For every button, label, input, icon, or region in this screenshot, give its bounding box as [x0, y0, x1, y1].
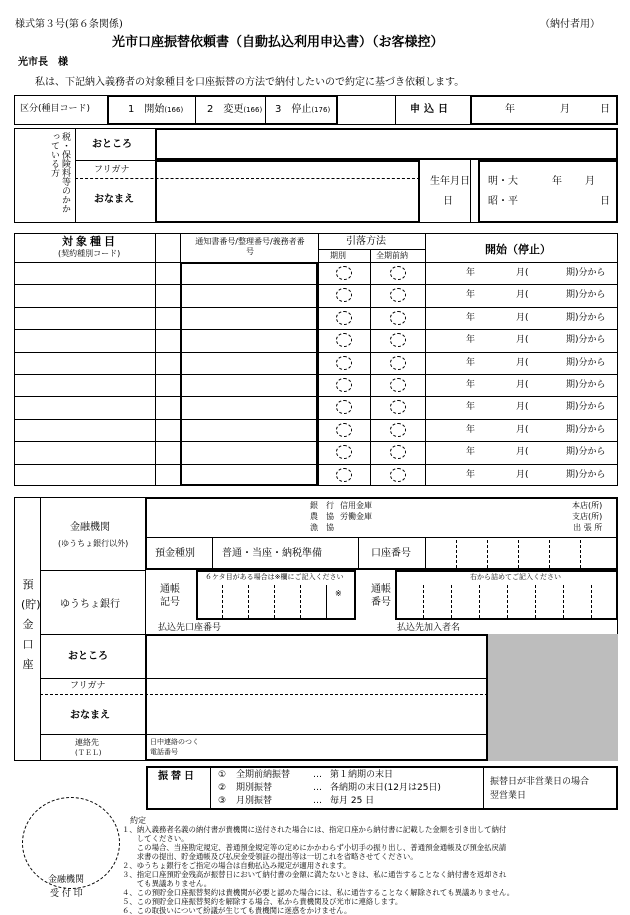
col-method-header: 引落方法	[346, 236, 386, 247]
row-term-unit: 期)分から	[566, 290, 606, 301]
number-note: 右から詰めてご記入ください	[470, 573, 561, 581]
transfer-row: ③ 月別振替 … 毎月 25 日	[218, 796, 375, 806]
passbook-number-label: 通帳番号	[371, 584, 391, 608]
deposit-types[interactable]: 普通・当座・納税準備	[222, 548, 322, 559]
col-type-sub: (契約種別コード)	[58, 249, 121, 258]
col-type-header: 対象種目	[62, 235, 118, 248]
table-row[interactable]	[0, 307, 630, 329]
row-month-unit: 月(	[516, 402, 529, 413]
transfer-member-label: 払込先加入者名	[397, 623, 461, 633]
name-field[interactable]	[155, 160, 420, 223]
holiday-note2: 翌営業日	[490, 791, 527, 801]
holder-name-label: おなまえ	[70, 710, 110, 721]
row-month-unit: 月(	[516, 290, 529, 301]
person-side-label: 税・保険料等のかかっている方	[49, 132, 70, 213]
row-month-unit: 月(	[516, 469, 529, 480]
contact-sub-label: (ＴＥＬ)	[75, 749, 102, 757]
table-row[interactable]	[0, 419, 630, 441]
term-line: ６、この取扱いについて紛議が生じても貴機関に迷惑をかけません。	[122, 906, 352, 915]
col-period-header: 期別	[330, 251, 346, 260]
era-line2: 昭・平	[488, 196, 518, 207]
row-term-unit: 期)分から	[566, 447, 606, 458]
table-row[interactable]	[0, 284, 630, 306]
prepay-checkbox[interactable]	[390, 378, 406, 392]
address-field[interactable]	[155, 128, 618, 160]
period-checkbox[interactable]	[336, 445, 352, 459]
row-year-unit: 年	[466, 424, 476, 435]
period-checkbox[interactable]	[336, 356, 352, 370]
row-month-unit: 月(	[516, 380, 529, 390]
contact-label: 連絡先	[75, 738, 99, 747]
term-line: ても異議ありません。	[122, 879, 212, 888]
prepay-checkbox[interactable]	[390, 311, 406, 325]
term-line: この場合、当座勘定規定、普通預金規定等の定めにかかわらず小切手の振り出し、普通預金通帳及び預金払戻請	[122, 843, 507, 852]
apply-day-unit: 日	[600, 104, 610, 115]
row-term-unit: 期)分から	[566, 380, 606, 390]
period-checkbox[interactable]	[336, 423, 352, 437]
category-label: 区分(種目コード)	[20, 104, 91, 114]
form-number: 様式第３号(第６条関係)	[15, 19, 123, 30]
furigana-label: フリガナ	[94, 165, 130, 175]
row-term-unit: 期)分から	[566, 335, 606, 346]
birth-day-unit: 日	[600, 196, 610, 207]
period-checkbox[interactable]	[336, 266, 352, 280]
term-line: ２、ゆうちょ銀行をご指定の場合は自動払込み規定が適用されます。	[122, 861, 351, 870]
row-term-unit: 期)分から	[566, 312, 606, 323]
holiday-note1: 振替日が非営業日の場合	[490, 777, 590, 787]
birth-year-unit: 年	[552, 176, 562, 187]
birth-label: 生年月日	[430, 176, 470, 187]
symbol-note: ６ケタ目がある場合は※欄にご記入ください	[205, 573, 344, 581]
row-term-unit: 期)分から	[566, 357, 606, 368]
bank-types-col2: 信用金庫 労働金庫	[340, 501, 372, 521]
row-term-unit: 期)分から	[566, 402, 606, 413]
bank-types-col1: 銀 行 農 協 漁 協	[310, 501, 334, 532]
table-row[interactable]	[0, 441, 630, 463]
table-row[interactable]	[0, 374, 630, 396]
row-term-unit: 期)分から	[566, 268, 606, 278]
bank-sub-label: (ゆうちょ銀行以外)	[58, 539, 129, 548]
holder-address-label: おところ	[68, 651, 108, 662]
prepay-checkbox[interactable]	[390, 445, 406, 459]
addressee: 光市長 様	[18, 57, 68, 68]
row-year-unit: 年	[466, 290, 476, 301]
apply-month-unit: 月	[560, 104, 570, 115]
bank-label: 金融機関	[70, 522, 110, 533]
stamp-label1: 金融機関	[48, 875, 85, 885]
prepay-checkbox[interactable]	[390, 288, 406, 302]
row-term-unit: 期)分から	[566, 469, 606, 480]
row-year-unit: 年	[466, 469, 476, 480]
intro-text: 私は、下記納入義務者の対象種目を口座振替の方法で納付したいので約定に基づき依頼します。	[35, 77, 465, 88]
address-label: おところ	[92, 139, 132, 150]
birth-date-field[interactable]	[478, 160, 618, 223]
transfer-date-label: 振替日	[158, 771, 197, 782]
yucho-label: ゆうちょ銀行	[60, 599, 120, 610]
term-line: してください。	[122, 834, 189, 843]
prepay-checkbox[interactable]	[390, 423, 406, 437]
contact-note2: 電話番号	[150, 748, 178, 756]
terms-title: 約定	[130, 816, 146, 825]
row-year-unit: 年	[466, 402, 476, 413]
apply-year-unit: 年	[505, 104, 515, 115]
term-line: 求書の提出、貯金通帳及び払戻金受領証の提出等は一切これを省略させてください。	[122, 852, 418, 861]
period-checkbox[interactable]	[336, 468, 352, 482]
transfer-row: ① 全期前納振替 … 第１納期の末日	[218, 770, 394, 780]
option-change[interactable]: 2 変更(166)	[207, 104, 263, 115]
transfer-account-label: 払込先口座番号	[158, 623, 222, 633]
period-checkbox[interactable]	[336, 311, 352, 325]
prepay-checkbox[interactable]	[390, 266, 406, 280]
prepay-checkbox[interactable]	[390, 333, 406, 347]
period-checkbox[interactable]	[336, 288, 352, 302]
account-number-label: 口座番号	[371, 548, 411, 559]
col-notice-header: 通知書番号/整理番号/義務者番号	[195, 237, 305, 256]
term-line: ３、指定口座預貯金残高が振替日において納付書の金額に満たないときは、私に通告することなく納付書を返却され	[122, 870, 507, 879]
account-side-label: 預(貯)金口座	[21, 578, 41, 671]
row-month-unit: 月(	[516, 335, 529, 346]
row-month-unit: 月(	[516, 268, 529, 278]
prepay-checkbox[interactable]	[390, 400, 406, 414]
term-line: ４、この預貯金口座振替契約は貴機関が必要と認めた場合には、私に通告することなく解除されても異議ありません。	[122, 888, 515, 897]
prepay-checkbox[interactable]	[390, 356, 406, 370]
col-prepay-header: 全期前納	[376, 251, 408, 260]
period-checkbox[interactable]	[336, 333, 352, 347]
period-checkbox[interactable]	[336, 378, 352, 392]
row-year-unit: 年	[466, 335, 476, 346]
apply-date-label: 申込日	[410, 104, 452, 115]
shaded-area	[488, 634, 618, 761]
row-month-unit: 月(	[516, 447, 529, 458]
asterisk: ※	[335, 589, 342, 598]
branch-types: 本店(所) 支店(所) 出 張 所	[572, 501, 603, 532]
row-year-unit: 年	[466, 312, 476, 323]
deposit-type-label: 預金種別	[155, 548, 195, 559]
table-row[interactable]	[0, 329, 630, 351]
row-month-unit: 月(	[516, 312, 529, 323]
option-start[interactable]: 1 開始(166)	[128, 104, 184, 115]
contact-note1: 日中連絡のつく	[150, 738, 199, 746]
term-line: １、納入義務者名義の納付書が貴機関に送付された場合には、指定口座から納付書に記載した金額を引き出して納付	[122, 825, 507, 834]
row-year-unit: 年	[466, 357, 476, 368]
table-row[interactable]	[0, 464, 630, 486]
table-row[interactable]	[0, 262, 630, 284]
holder-furigana-label: フリガナ	[70, 681, 106, 691]
transfer-row: ② 期別振替 … 各納期の末日(12月は25日)	[218, 783, 441, 793]
stamp-label2: 受 付 印	[50, 889, 83, 899]
row-term-unit: 期)分から	[566, 424, 606, 435]
name-label: おなまえ	[94, 194, 134, 205]
table-row[interactable]	[0, 352, 630, 374]
prepay-checkbox[interactable]	[390, 468, 406, 482]
passbook-symbol-label: 通帳記号	[160, 584, 180, 608]
page-title: 光市口座振替依頼書（自動払込利用申込書）（お客様控）	[112, 35, 444, 50]
bank-field[interactable]	[145, 497, 618, 570]
row-month-unit: 月(	[516, 424, 529, 435]
era-line1: 明・大	[488, 176, 518, 187]
term-line: ５、この預貯金口座振替契約を解除する場合、私から貴機関及び光市に連絡します。	[122, 897, 403, 906]
table-row[interactable]	[0, 396, 630, 418]
apply-date-field[interactable]	[470, 95, 618, 125]
row-month-unit: 月(	[516, 357, 529, 368]
row-year-unit: 年	[466, 268, 476, 278]
birth-month-unit: 月	[585, 176, 595, 187]
period-checkbox[interactable]	[336, 400, 352, 414]
row-year-unit: 年	[466, 447, 476, 458]
col-start-header: 開始（停止）	[485, 243, 551, 256]
copy-label: （納付者用）	[540, 19, 600, 30]
option-stop[interactable]: 3 停止(176)	[275, 104, 331, 115]
row-year-unit: 年	[466, 380, 476, 390]
